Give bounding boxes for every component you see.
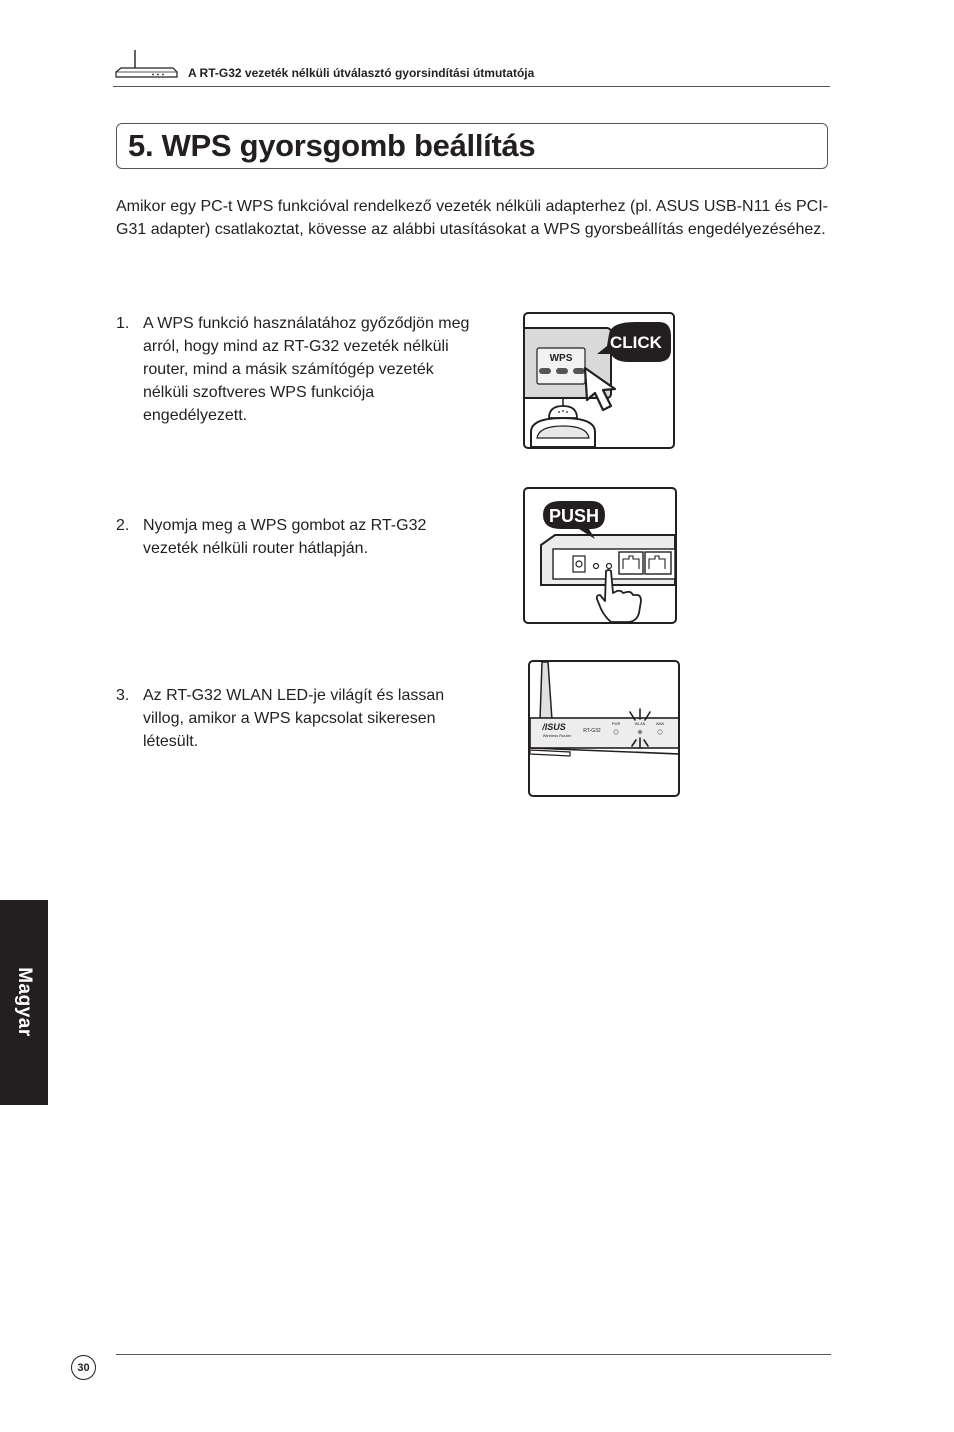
step-text: Nyomja meg a WPS gombot az RT-G32 vezeték nélküli router hátlapján.: [143, 517, 427, 557]
language-tab: [0, 900, 48, 1105]
wps-software-illustration: [525, 314, 673, 447]
router-icon: [113, 48, 179, 82]
section-title: 5. WPS gyorsgomb beállítás: [128, 128, 536, 163]
brand-logo: /ISUS: [542, 722, 566, 732]
wireless-adapter-icon: [531, 398, 595, 447]
figure-wps-click: [523, 312, 675, 449]
header-divider: [113, 86, 830, 87]
wps-label: WPS: [549, 353, 573, 364]
step-text: Az RT-G32 WLAN LED-je világít és lassan villog, amikor a WPS kapcsolat sikeresen létesült.: [143, 687, 445, 750]
led-label-wlan: WLAN: [634, 722, 646, 726]
page-number: 30: [71, 1355, 96, 1380]
router-front-panel-icon: [530, 662, 678, 756]
step-1: [116, 312, 476, 427]
figure-wlan-led: [528, 660, 680, 797]
footer-divider: [116, 1354, 831, 1355]
led-label-pwr: PWR: [611, 722, 621, 726]
brand-subtitle: Wireless Router: [542, 733, 572, 738]
push-callout: PUSH: [548, 506, 600, 526]
router-back-illustration: [525, 489, 675, 622]
router-front-illustration: [530, 662, 678, 795]
step-2: [116, 514, 476, 560]
figure-wps-push: [523, 487, 677, 624]
step-3: [116, 684, 476, 753]
led-label-wan: WAN: [655, 722, 665, 726]
click-callout: CLICK: [610, 333, 662, 352]
model-label: RT-G32: [583, 728, 601, 734]
step-text: A WPS funkció használatához győződjön meg arról, hogy mind az RT-G32 vezeték nélküli router, mind a másik számítógép vezeték nélküli szoftveres WPS funkciója engedélyezett.: [143, 315, 470, 424]
step-number: 2.: [116, 517, 130, 534]
language-label: Magyar: [14, 967, 35, 1037]
header-title: A RT-G32 vezeték nélküli útválasztó gyorsindítási útmutatója: [188, 66, 535, 80]
intro-paragraph: Amikor egy PC-t WPS funkcióval rendelkező vezeték nélküli adapterhez (pl. ASUS USB-N11 és PCI-G31 adapter) csatlakoztat, kövesse az alábbi utasításokat a WPS gyorsbeállítás engedélyezéséhez.: [116, 198, 828, 238]
step-number: 3.: [116, 687, 130, 704]
step-number: 1.: [116, 315, 130, 332]
